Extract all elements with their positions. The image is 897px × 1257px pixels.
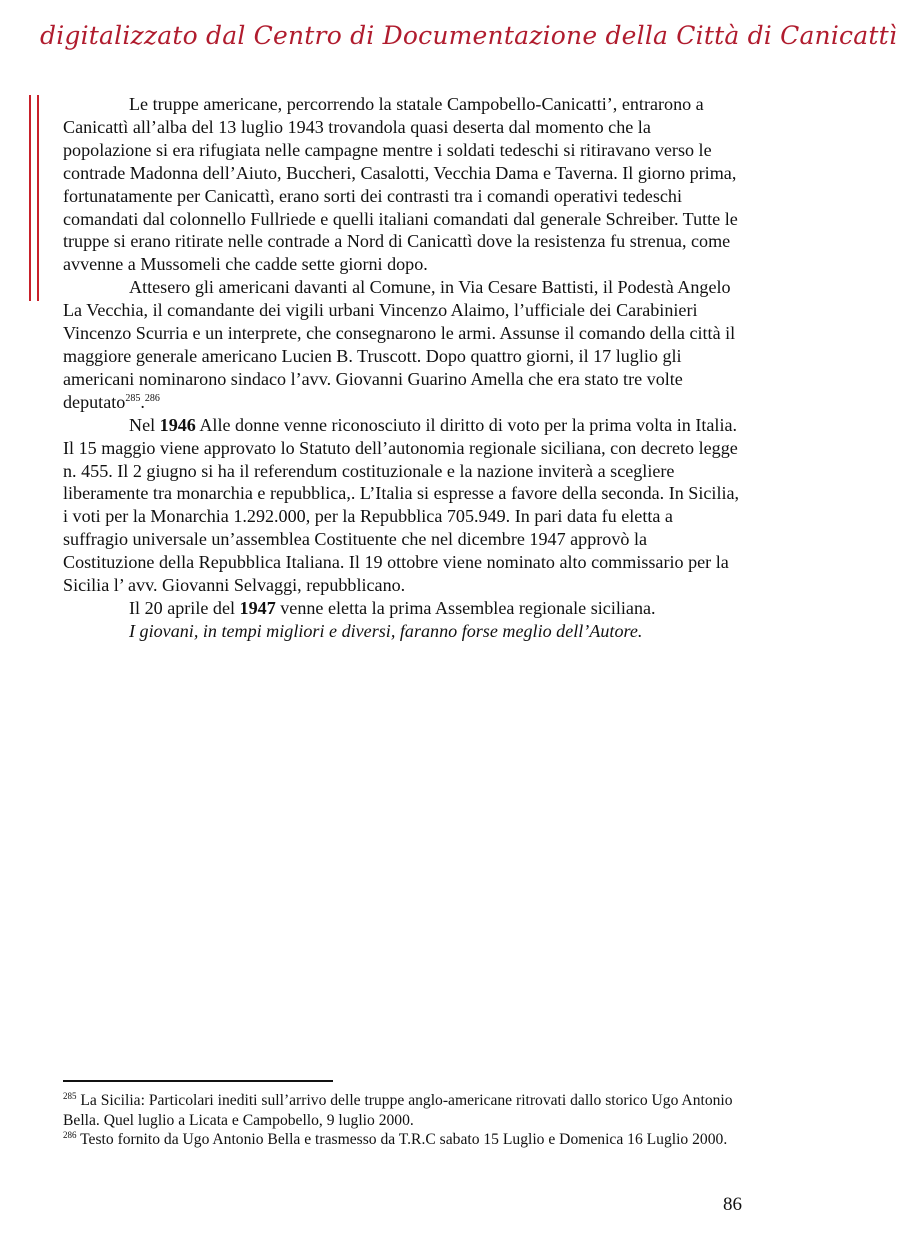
footnote-number: 285 [63, 1091, 77, 1101]
closing-quote [63, 620, 742, 643]
footnote-ref-285[interactable]: 285 [125, 392, 141, 404]
paragraph-4 [63, 597, 742, 620]
digitization-header: digitalizzato dal Centro di Documentazione della Città di Canicattì [40, 21, 897, 50]
year-1947: 1947 [239, 597, 276, 618]
paragraph-4-lead: Il 20 aprile del [129, 597, 240, 618]
footnote-number: 286 [63, 1130, 77, 1141]
footnote-ref-separator: . [140, 391, 145, 412]
paragraph-4-text: venne eletta la prima Assemblea regionale siciliana. [275, 597, 656, 618]
paragraph-3-lead: Nel [129, 414, 160, 435]
paragraph-2 [63, 276, 742, 413]
paragraph-1 [63, 93, 742, 276]
footnote-text: Testo fornito da Ugo Antonio Bella e trasmesso da T.R.C sabato 15 Luglio e Domenica 16 Luglio 2000. [76, 1131, 728, 1149]
footnote-separator [63, 1080, 333, 1082]
body-text [63, 93, 742, 643]
paragraph-3-text: Alle donne venne riconosciuto il diritto di voto per la prima volta in Italia. Il 15 maggio viene approvato lo Statuto dell’autonomia regionale siciliana, con decreto legge n. 455. Il 2 giugno si ha il referendum costituzionale e la nazione inviterà a scegliere liberamente tra monarchia e repubblica,. L’Italia si espresse a favore della seconda. In Sicilia, i voti per la Monarchia 1.292.000, per la Repubblica 705.949. In pari data fu eletta a suffragio universale un’assemblea Costituente che nel dicembre 1947 approvò la Costituzione della Repubblica Italiana. Il 19 ottobre viene nominato alto commissario per la Sicilia l’ avv. Giovanni Selvaggi, repubblicano. [63, 414, 740, 596]
footnotes [63, 1091, 742, 1150]
footnote-text: La Sicilia: Particolari inediti sull’arrivo delle truppe anglo-americane ritrovati dallo storico Ugo Antonio Bella. Quel luglio a Licata e Campobello, 9 luglio 2000. [63, 1092, 733, 1129]
year-1946: 1946 [159, 414, 196, 435]
footnote-ref-286[interactable]: 286 [144, 392, 160, 404]
closing-quote-text: I giovani, in tempi migliori e diversi, faranno forse meglio dell’Autore. [129, 620, 643, 641]
margin-change-bar [29, 95, 39, 301]
footnote-286 [63, 1130, 742, 1150]
page-number: 86 [723, 1194, 742, 1215]
footnote-285 [63, 1091, 742, 1130]
paragraph-3 [63, 414, 742, 597]
paragraph-2-text: Attesero gli americani davanti al Comune, in Via Cesare Battisti, il Podestà Angelo La Vecchia, il comandante dei vigili urbani Vincenzo Alaimo, l’ufficiale dei Carabinieri Vincenzo Scurria e un interprete, che consegnarono le armi. Assunse il comando della città il maggiore generale americano Lucien B. Truscott. Dopo quattro giorni, il 17 luglio gli americani nominarono sindaco l’avv. Giovanni Guarino Amella che era stato tre volte deputato [63, 277, 736, 412]
paragraph-1-text: Le truppe americane, percorrendo la statale Campobello-Canicatti’, entrarono a Canicattì all’alba del 13 luglio 1943 trovandola quasi deserta dal momento che la popolazione si era rifugiata nelle campagne mentre i soldati tedeschi si ritiravano verso le contrade Madonna dell’Aiuto, Buccheri, Casalotti, Vecchia Dama e Taverna. Il giorno prima, fortunatamente per Canicattì, erano sorti dei contrasti tra i comandi operativi tedeschi comandati dal colonnello Fullriede e quelli italiani comandati dal generale Schreiber. Tutte le truppe si erano ritirate nelle contrade a Nord di Canicattì dove la resistenza fu strenua, come avvenne a Mussomeli che cadde sette giorni dopo. [63, 94, 738, 275]
